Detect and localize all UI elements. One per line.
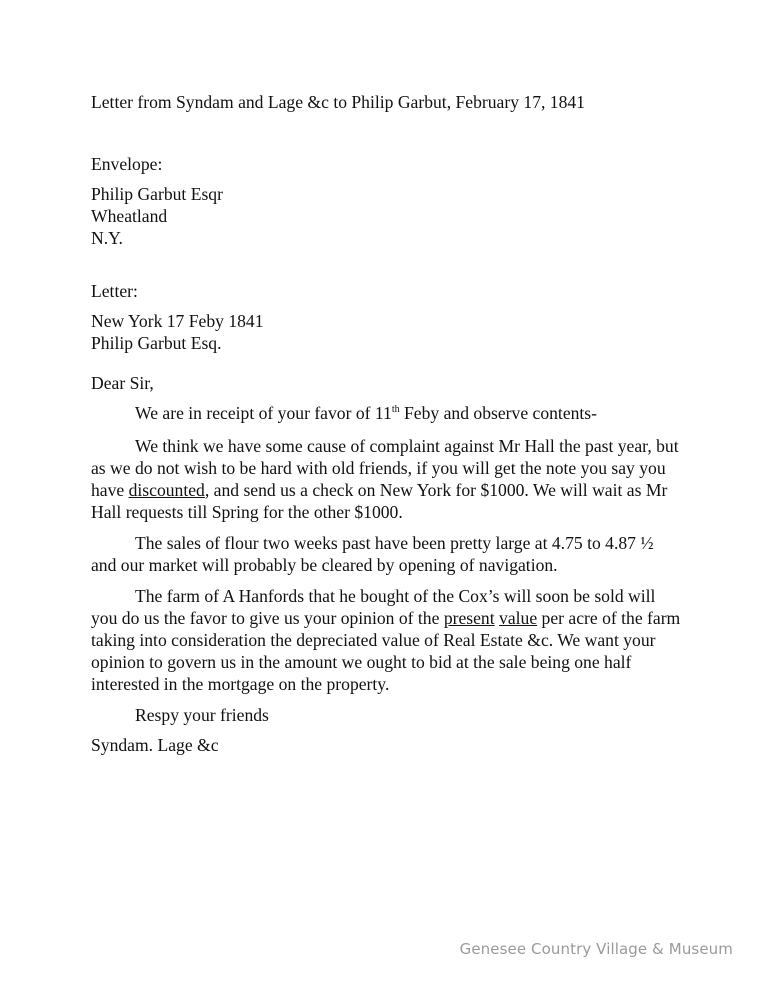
signature: Syndam. Lage &c	[91, 735, 219, 755]
envelope-address	[91, 183, 681, 249]
envelope-label: Envelope:	[91, 154, 163, 174]
document-title: Letter from Syndam and Lage &c to Philip Garbut, February 17, 1841	[91, 92, 585, 112]
salutation: Dear Sir,	[91, 373, 154, 393]
envelope-line-state: N.Y.	[91, 228, 123, 248]
envelope-line-name: Philip Garbut Esqr	[91, 184, 223, 204]
envelope-line-town: Wheatland	[91, 206, 168, 226]
addressee: Philip Garbut Esq.	[91, 333, 222, 353]
p4-before: The farm of A Hanfords that he bought of the Cox’s will soon be sold will you do us the favor to give us your opinion of the	[91, 586, 656, 628]
paragraph-3: The sales of flour two weeks past have been pretty large at 4.75 to 4.87 ½ and our market will probably be cleared by opening of navigation.	[91, 533, 654, 575]
letter-header	[91, 310, 681, 354]
paragraph-1	[91, 402, 681, 424]
closing: Respy your friends	[135, 705, 269, 725]
letter-label: Letter:	[91, 281, 138, 301]
p1-superscript: th	[391, 404, 400, 416]
p2-before: We think we have some cause of complaint against Mr Hall the past year, but as we do not wish to be hard with old friends, if you will get the note you say you have	[91, 436, 679, 500]
p1-before: We are in receipt of your favor of 11	[135, 403, 392, 423]
p4-underlined-present: present	[443, 608, 495, 628]
paragraph-2	[91, 435, 681, 523]
museum-watermark: Genesee Country Village & Museum	[459, 940, 733, 958]
p1-after: Feby and observe contents-	[399, 403, 598, 423]
p2-underlined-word: discounted	[128, 480, 205, 500]
p4-underlined-value: value	[499, 608, 538, 628]
place-date: New York 17 Feby 1841	[91, 311, 264, 331]
p4-after: per acre of the farm taking into consideration the depreciated value of Real Estate &c. We want your opinion to govern us in the amount we ought to bid at the sale being one half interested in the mortgage on the property.	[91, 608, 681, 694]
letter-page	[91, 91, 681, 756]
paragraph-4	[91, 585, 681, 695]
p2-after: , and send us a check on New York for $1000. We will wait as Mr Hall requests till Spring for the other $1000.	[91, 480, 668, 522]
